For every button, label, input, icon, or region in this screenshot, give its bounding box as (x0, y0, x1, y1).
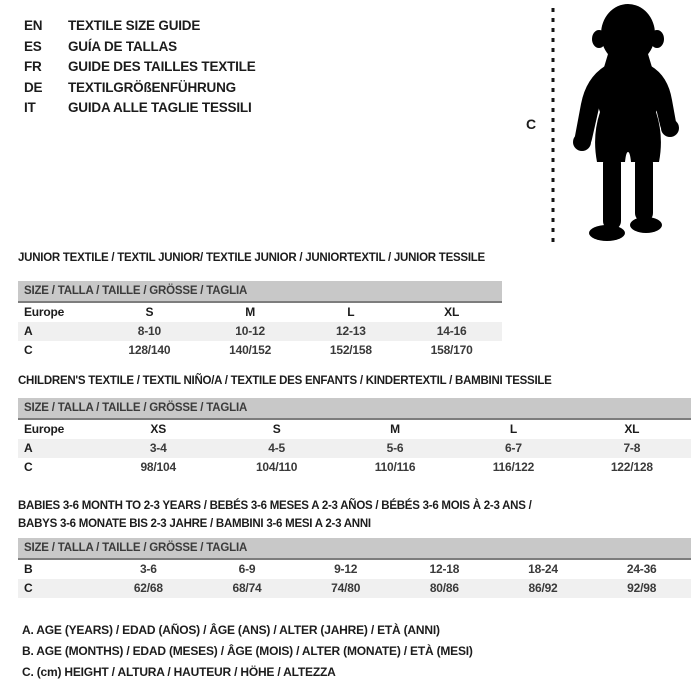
row-label: A (24, 441, 33, 455)
size-cell: XL (444, 305, 460, 319)
height-cell: 122/128 (610, 460, 653, 474)
table-row (18, 458, 691, 477)
language-label: GUIDE DES TAILLES TEXTILE (68, 59, 256, 74)
height-cell: 104/110 (255, 460, 298, 474)
age-cell: 8-10 (137, 324, 161, 338)
measure-c-label: C (526, 116, 537, 132)
row-label: C (24, 581, 33, 595)
size-header-bar: SIZE / TALLA / TAILLE / GRÖSSE / TAGLIA (18, 398, 691, 420)
junior-size-table (18, 281, 502, 360)
language-row-es (24, 37, 256, 58)
table-row (18, 560, 691, 579)
age-cell: 14-16 (436, 324, 467, 338)
toddler-body (573, 4, 679, 241)
size-cell: S (145, 305, 154, 319)
language-code: DE (24, 79, 43, 95)
height-cell: 80/86 (429, 581, 459, 595)
height-cell: 62/68 (133, 581, 163, 595)
language-code: FR (24, 59, 42, 74)
row-label: B (24, 562, 33, 576)
language-label: GUIDA ALLE TAGLIE TESSILI (68, 100, 252, 115)
age-cell: 3-4 (149, 441, 167, 455)
row-label: A (24, 324, 33, 338)
language-row-it (24, 98, 256, 119)
row-label: Europe (24, 305, 65, 319)
babies-size-table (18, 538, 691, 598)
height-cell: 92/98 (627, 581, 657, 595)
table-row (18, 341, 502, 360)
age-cell: 6-7 (505, 441, 522, 455)
section-title-line-1: BABIES 3-6 MONTH TO 2-3 YEARS / BEBÉS 3-6 MESES A 2-3 AÑOS / BÉBÉS 3-6 MOIS À 2-3 ANS / (18, 500, 532, 512)
language-label: TEXTILE SIZE GUIDE (68, 18, 201, 33)
babies-section-title (18, 498, 532, 533)
height-cell: 68/74 (232, 581, 262, 595)
size-cell: L (347, 305, 355, 319)
age-cell: 6-9 (238, 562, 256, 576)
language-label: GUÍA DE TALLAS (68, 38, 177, 54)
language-label: TEXTILGRÖßENFÜHRUNG (68, 79, 236, 95)
language-row-en (24, 16, 256, 37)
age-cell: 3-6 (139, 562, 157, 576)
height-cell: 152/158 (329, 343, 372, 357)
legend (22, 620, 473, 683)
section-title-text: JUNIOR TEXTILE / TEXTIL JUNIOR/ TEXTILE JUNIOR / JUNIORTEXTIL / JUNIOR TESSILE (18, 252, 485, 264)
size-header-bar: SIZE / TALLA / TAILLE / GRÖSSE / TAGLIA (18, 281, 502, 303)
age-cell: 4-5 (268, 441, 285, 455)
section-title-line-2: BABYS 3-6 MONATE BIS 2-3 JAHRE / BAMBINI 3-6 MESI A 2-3 ANNI (18, 517, 371, 530)
junior-section-title (18, 250, 485, 268)
size-cell: L (509, 422, 517, 436)
size-cell: M (390, 422, 400, 436)
height-measure-figure (500, 0, 700, 260)
table-row (18, 303, 502, 322)
age-cell: 10-12 (235, 324, 265, 338)
height-cell: 116/122 (492, 460, 535, 474)
table-row (18, 420, 691, 439)
height-cell: 98/104 (140, 460, 176, 474)
language-row-de (24, 78, 256, 99)
age-cell: 7-8 (623, 441, 641, 455)
age-cell: 12-18 (429, 562, 460, 576)
table-row (18, 579, 691, 598)
age-cell: 12-13 (336, 324, 366, 338)
age-cell: 18-24 (528, 562, 558, 576)
size-cell: XL (624, 422, 640, 436)
height-cell: 158/170 (430, 343, 473, 357)
size-cell: S (272, 422, 281, 436)
height-cell: 140/152 (229, 343, 272, 357)
legend-line-b: B. AGE (MONTHS) / EDAD (MESES) / ÂGE (MOIS) / ALTER (MONATE) / ETÀ (MESI) (22, 644, 473, 658)
height-cell: 86/92 (528, 581, 558, 595)
legend-line-a: A. AGE (YEARS) / EDAD (AÑOS) / ÂGE (ANS) / ALTER (JAHRE) / ETÀ (ANNI) (22, 623, 440, 637)
height-cell: 74/80 (331, 581, 361, 595)
children-section-title (18, 373, 552, 391)
children-size-table (18, 398, 691, 477)
language-title-list (24, 16, 256, 119)
legend-line-c: C. (cm) HEIGHT / ALTURA / HAUTEUR / HÖHE / ALTEZZA (22, 665, 336, 679)
height-cell: 128/140 (128, 343, 171, 357)
size-cell: M (245, 305, 256, 319)
age-cell: 9-12 (334, 562, 358, 576)
table-row (18, 322, 502, 341)
section-title-text: CHILDREN'S TEXTILE / TEXTIL NIÑO/A / TEXTILE DES ENFANTS / KINDERTEXTIL / BAMBINI TESSILE (18, 375, 552, 387)
language-row-fr (24, 57, 256, 78)
language-code: ES (24, 38, 42, 54)
size-header-bar: SIZE / TALLA / TAILLE / GRÖSSE / TAGLIA (18, 538, 691, 560)
age-cell: 5-6 (386, 441, 404, 455)
language-code: EN (24, 18, 43, 33)
row-label: C (24, 343, 33, 357)
size-cell: XS (150, 422, 166, 436)
row-label: C (24, 460, 33, 474)
age-cell: 24-36 (626, 562, 657, 576)
row-label: Europe (24, 422, 65, 436)
table-row (18, 439, 691, 458)
language-code: IT (24, 100, 36, 115)
height-cell: 110/116 (374, 460, 416, 474)
